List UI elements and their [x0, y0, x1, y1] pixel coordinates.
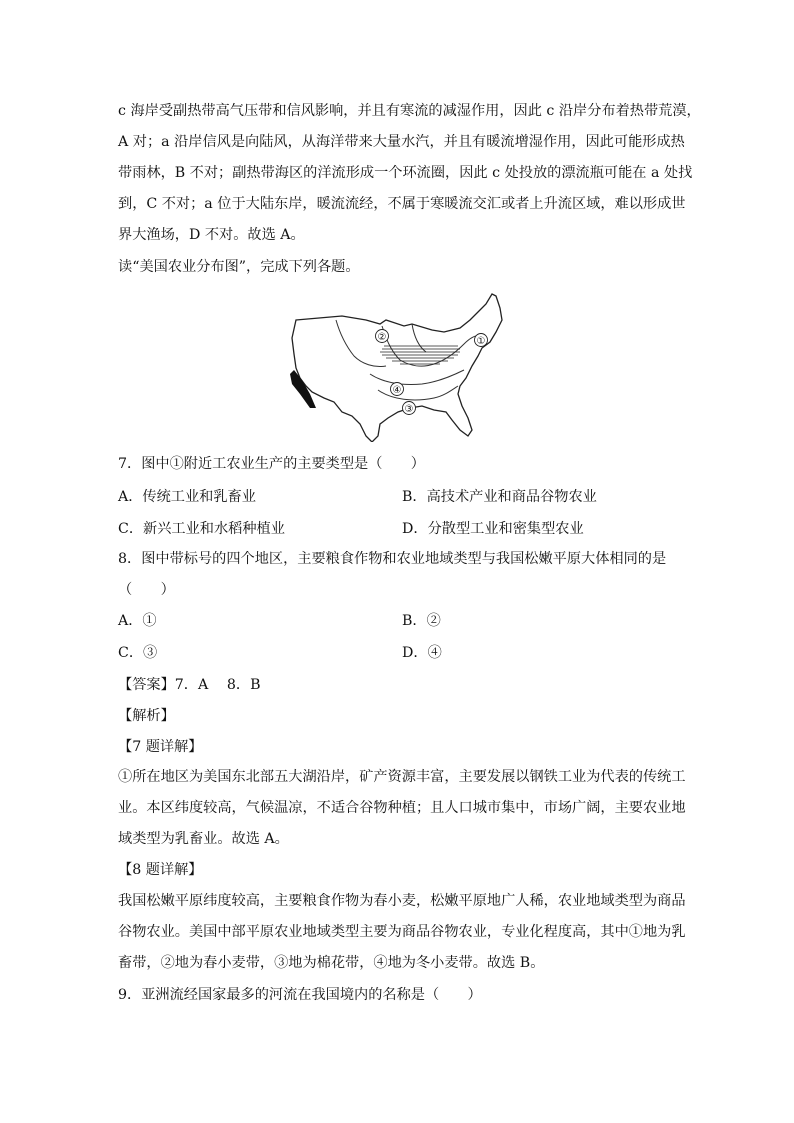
text-line: 谷物农业。美国中部平原农业地域类型主要为商品谷物农业，专业化程度高，其中①地为乳 — [118, 924, 686, 940]
analysis-heading: 【解析】 — [118, 708, 175, 724]
q8-detail-heading: 【8 题详解】 — [118, 862, 203, 878]
q7-detail-heading: 【7 题详解】 — [118, 739, 203, 755]
text-line: A 对；a 沿岸信风是向陆风，从海洋带来大量水汽，并且有暖流增湿作用，因此可能形成热 — [118, 134, 685, 150]
text-line: ①所在地区为美国东北部五大湖沿岸，矿产资源丰富，主要发展以钢铁工业为代表的传统工 — [118, 769, 686, 785]
q8-option-b: B．② — [402, 613, 441, 629]
map-label-3-text: ③ — [404, 404, 414, 415]
map-label-2-text: ② — [377, 332, 387, 343]
text-line: c 海岸受副热带高气压带和信风影响，并且有寒流的减湿作用，因此 c 沿岸分布着热带荒漠， — [118, 103, 701, 119]
q7-option-c: C．新兴工业和水稻种植业 — [118, 521, 285, 537]
text-line: 畜带，②地为春小麦带，③地为棉花带，④地为冬小麦带。故选 B。 — [118, 955, 545, 971]
q8-option-a: A．① — [118, 613, 157, 629]
map-label-3 — [403, 402, 416, 416]
usa-agriculture-map — [282, 290, 516, 442]
text-line: 业。本区纬度较高，气候温凉，不适合谷物种植；且人口城市集中，市场广阔，主要农业地 — [118, 800, 686, 816]
map-outline — [292, 294, 502, 442]
map-label-1-text: ① — [476, 336, 486, 347]
q8-option-c: C．③ — [118, 645, 158, 661]
text-line: 带雨林，B 不对；副热带海区的洋流形成一个环流圈，因此 c 处投放的漂流瓶可能在 a 处找 — [118, 165, 693, 181]
answer-line: 【答案】7．A 8．B — [118, 677, 261, 693]
q7-option-b: B．高技术产业和商品谷物农业 — [402, 489, 597, 505]
question-8-stem-continued: （ ） — [118, 582, 175, 598]
question-7-stem: 7．图中①附近工农业生产的主要类型是（ ） — [118, 456, 425, 472]
text-line: 我国松嫩平原纬度较高，主要粮食作物为春小麦，松嫩平原地广人稀，农业地域类型为商品 — [118, 893, 686, 909]
hatched-region — [380, 346, 460, 364]
q7-option-d: D．分散型工业和密集型农业 — [402, 521, 584, 537]
text-line: 界大渔场，D 不对。故选 A。 — [118, 227, 305, 243]
map-label-2 — [376, 330, 389, 344]
map-label-1 — [475, 334, 488, 348]
text-line: 域类型为乳畜业。故选 A。 — [118, 831, 289, 847]
q8-option-d: D．④ — [402, 645, 442, 661]
reading-instruction: 读“美国农业分布图”，完成下列各题。 — [118, 259, 360, 275]
q7-option-a: A．传统工业和乳畜业 — [118, 489, 256, 505]
question-9-stem: 9．亚洲流经国家最多的河流在我国境内的名称是（ ） — [118, 987, 482, 1003]
question-8-stem: 8．图中带标号的四个地区，主要粮食作物和农业地域类型与我国松嫩平原大体相同的是 — [118, 551, 667, 567]
map-label-4 — [391, 383, 404, 397]
text-line: 到，C 不对；a 位于大陆东岸，暖流流经，不属于寒暖流交汇或者上升流区域，难以形成世 — [118, 196, 686, 212]
map-label-4-text: ④ — [392, 385, 402, 396]
